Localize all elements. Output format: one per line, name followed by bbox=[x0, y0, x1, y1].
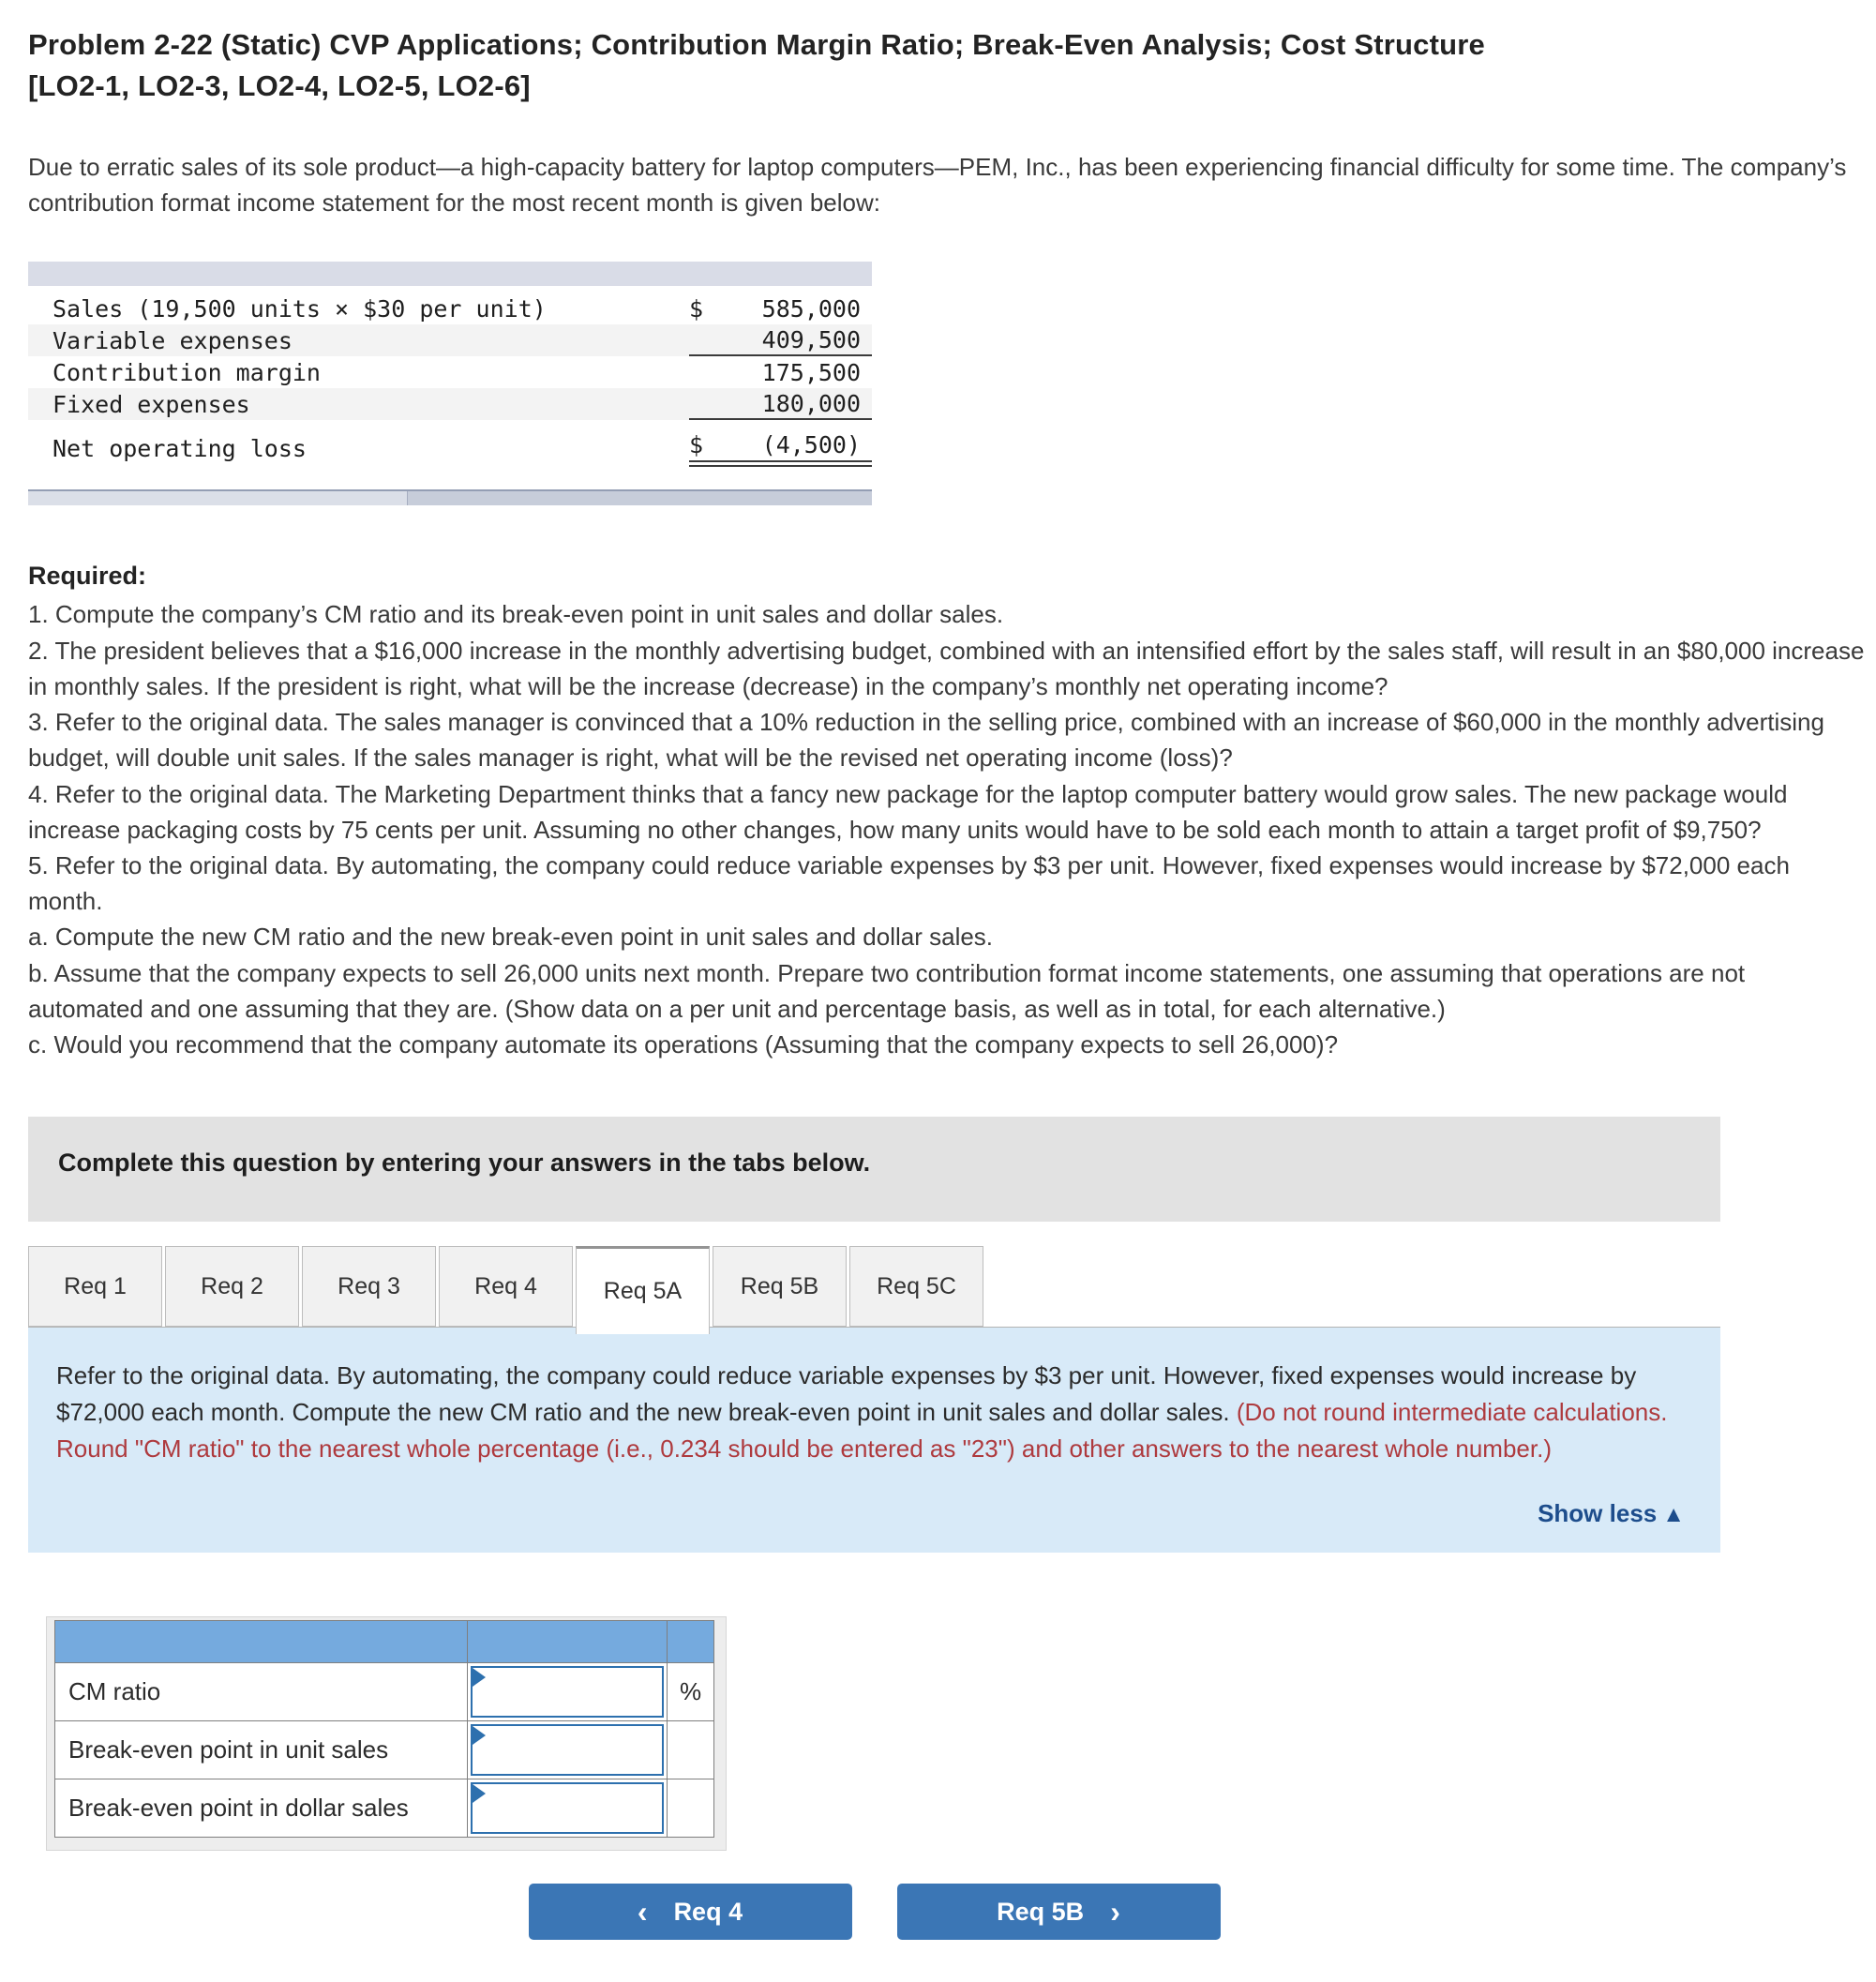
statement-row-variable-expenses: Variable expenses 409,500 bbox=[28, 324, 872, 356]
cm-ratio-input[interactable] bbox=[473, 1668, 662, 1716]
answer-table-header-row bbox=[55, 1621, 714, 1663]
required-item-5a: a. Compute the new CM ratio and the new break-even point in unit sales and dollar sales. bbox=[28, 923, 994, 952]
req5a-instruction-panel bbox=[28, 1328, 1720, 1553]
unit-empty bbox=[668, 1721, 714, 1779]
complete-question-banner bbox=[28, 1117, 1720, 1222]
rounding-note-text: (Do not round intermediate calculations. Round "CM ratio" to the nearest whole percentage (i.e., 0.234 should be entered as "23") and other answers to the nearest whole number.) bbox=[56, 1398, 1668, 1464]
prev-req-label: Req 4 bbox=[673, 1897, 743, 1926]
show-less-link[interactable] bbox=[56, 1499, 1688, 1528]
income-statement bbox=[28, 262, 872, 505]
row-label-breakeven-units: Break-even point in unit sales bbox=[55, 1721, 468, 1779]
header-cell-unit bbox=[668, 1621, 714, 1663]
cell-marker-triangle-icon bbox=[473, 1726, 486, 1745]
breakeven-dollars-cell[interactable] bbox=[471, 1782, 664, 1834]
page-title-line2: [LO2-1, LO2-3, LO2-4, LO2-5, LO2-6] bbox=[28, 69, 531, 103]
cell-marker-triangle-icon bbox=[473, 1784, 486, 1803]
tab-req-1[interactable]: Req 1 bbox=[28, 1246, 162, 1327]
statement-row-contribution-margin: Contribution margin 175,500 bbox=[53, 358, 861, 386]
tab-req-5b[interactable]: Req 5B bbox=[713, 1246, 847, 1327]
tab-req-3[interactable]: Req 3 bbox=[302, 1246, 436, 1327]
required-list bbox=[28, 596, 1867, 1062]
statement-row-sales: Sales (19,500 units × $30 per unit) $ 585,000 bbox=[53, 294, 861, 323]
income-statement-header-bar bbox=[28, 262, 872, 286]
required-item-2: 2. The president believes that a $16,000 increase in the monthly advertising budget, combined with an intensified effort by the sales staff, will result in an $80,000 increase in monthly sales. If the president is right, what will be the increase (decrease) in the company’s monthly net operating income? bbox=[28, 636, 1865, 700]
table-row-breakeven-units bbox=[55, 1721, 714, 1779]
breakeven-units-input[interactable] bbox=[473, 1726, 662, 1774]
tab-req-2[interactable]: Req 2 bbox=[165, 1246, 299, 1327]
unit-empty bbox=[668, 1779, 714, 1838]
required-item-5: 5. Refer to the original data. By automating, the company could reduce variable expenses by $3 per unit. However, fixed expenses would increase by $72,000 each month. bbox=[28, 850, 1790, 916]
required-heading: Required: bbox=[28, 562, 147, 591]
row-label-breakeven-dollars: Break-even point in dollar sales bbox=[55, 1779, 468, 1838]
chevron-left-icon: ‹ bbox=[637, 1895, 648, 1929]
answer-table bbox=[46, 1616, 727, 1851]
req5a-instruction-text: Refer to the original data. By automating, the company could reduce variable expenses by $3 per unit. However, fixed expenses would increase by $72,000 each month. Compute the new CM ratio and the new break-even point in unit sales and dollar sales. bbox=[56, 1361, 1637, 1427]
req-tabs bbox=[28, 1246, 1720, 1328]
income-statement-scrollbar[interactable] bbox=[28, 489, 872, 505]
page-title-line1: Problem 2-22 (Static) CVP Applications; Contribution Margin Ratio; Break-Even Analysis; Cost Structure bbox=[28, 28, 1485, 61]
collapse-arrow-icon: ▲ bbox=[1662, 1502, 1685, 1528]
unit-percent: % bbox=[668, 1663, 714, 1721]
required-item-4: 4. Refer to the original data. The Marketing Department thinks that a fancy new package for the laptop computer battery would grow sales. The new package would increase packaging costs by 75 cents per unit. Assuming no other changes, how many units would have to be sold each month to attain a target profit of $9,750? bbox=[28, 779, 1788, 844]
required-item-1: 1. Compute the company’s CM ratio and its break-even point in unit sales and dollar sales. bbox=[28, 600, 1004, 629]
prev-req-button[interactable] bbox=[529, 1884, 852, 1940]
table-row-breakeven-dollars bbox=[55, 1779, 714, 1838]
scrollbar-thumb[interactable] bbox=[28, 491, 408, 505]
tab-req-5c[interactable]: Req 5C bbox=[849, 1246, 983, 1327]
next-req-button[interactable] bbox=[897, 1884, 1221, 1940]
table-row-cm-ratio bbox=[55, 1663, 714, 1721]
cell-marker-triangle-icon bbox=[473, 1668, 486, 1687]
show-less-label: Show less bbox=[1538, 1499, 1658, 1528]
tab-req-5a[interactable]: Req 5A bbox=[576, 1246, 710, 1334]
header-cell-value bbox=[468, 1621, 668, 1663]
cm-ratio-cell[interactable] bbox=[471, 1666, 664, 1718]
breakeven-units-cell[interactable] bbox=[471, 1724, 664, 1776]
required-item-5c: c. Would you recommend that the company automate its operations (Assuming that the company expects to sell 26,000)? bbox=[28, 1030, 1339, 1059]
statement-row-net-operating-loss: Net operating loss $ (4,500) bbox=[28, 429, 872, 467]
tab-req-4[interactable]: Req 4 bbox=[439, 1246, 573, 1327]
page-title bbox=[28, 24, 1867, 107]
complete-question-text: Complete this question by entering your answers in the tabs below. bbox=[58, 1149, 871, 1178]
pagination-nav bbox=[28, 1884, 1720, 1953]
breakeven-dollars-input[interactable] bbox=[473, 1784, 662, 1832]
next-req-label: Req 5B bbox=[997, 1897, 1085, 1926]
statement-row-fixed-expenses: Fixed expenses 180,000 bbox=[28, 388, 872, 420]
problem-intro: Due to erratic sales of its sole product—a high-capacity battery for laptop computers—PEM, Inc., has been experiencing financial difficulty for some time. The company’s contribution format income statement for the most recent month is given below: bbox=[28, 153, 1847, 217]
row-label-cm-ratio: CM ratio bbox=[55, 1663, 468, 1721]
required-item-3: 3. Refer to the original data. The sales manager is convinced that a 10% reduction in the selling price, combined with an increase of $60,000 in the monthly advertising budget, will double unit sales. If the sales manager is right, what will be the revised net operating income (loss)? bbox=[28, 708, 1824, 773]
required-item-5b: b. Assume that the company expects to sell 26,000 units next month. Prepare two contribution format income statements, one assuming that operations are not automated and one assuming that they are. (Show data on a per unit and percentage basis, as well as in total, for each alternative.) bbox=[28, 958, 1746, 1023]
chevron-right-icon: › bbox=[1110, 1895, 1120, 1929]
header-cell-label bbox=[55, 1621, 468, 1663]
